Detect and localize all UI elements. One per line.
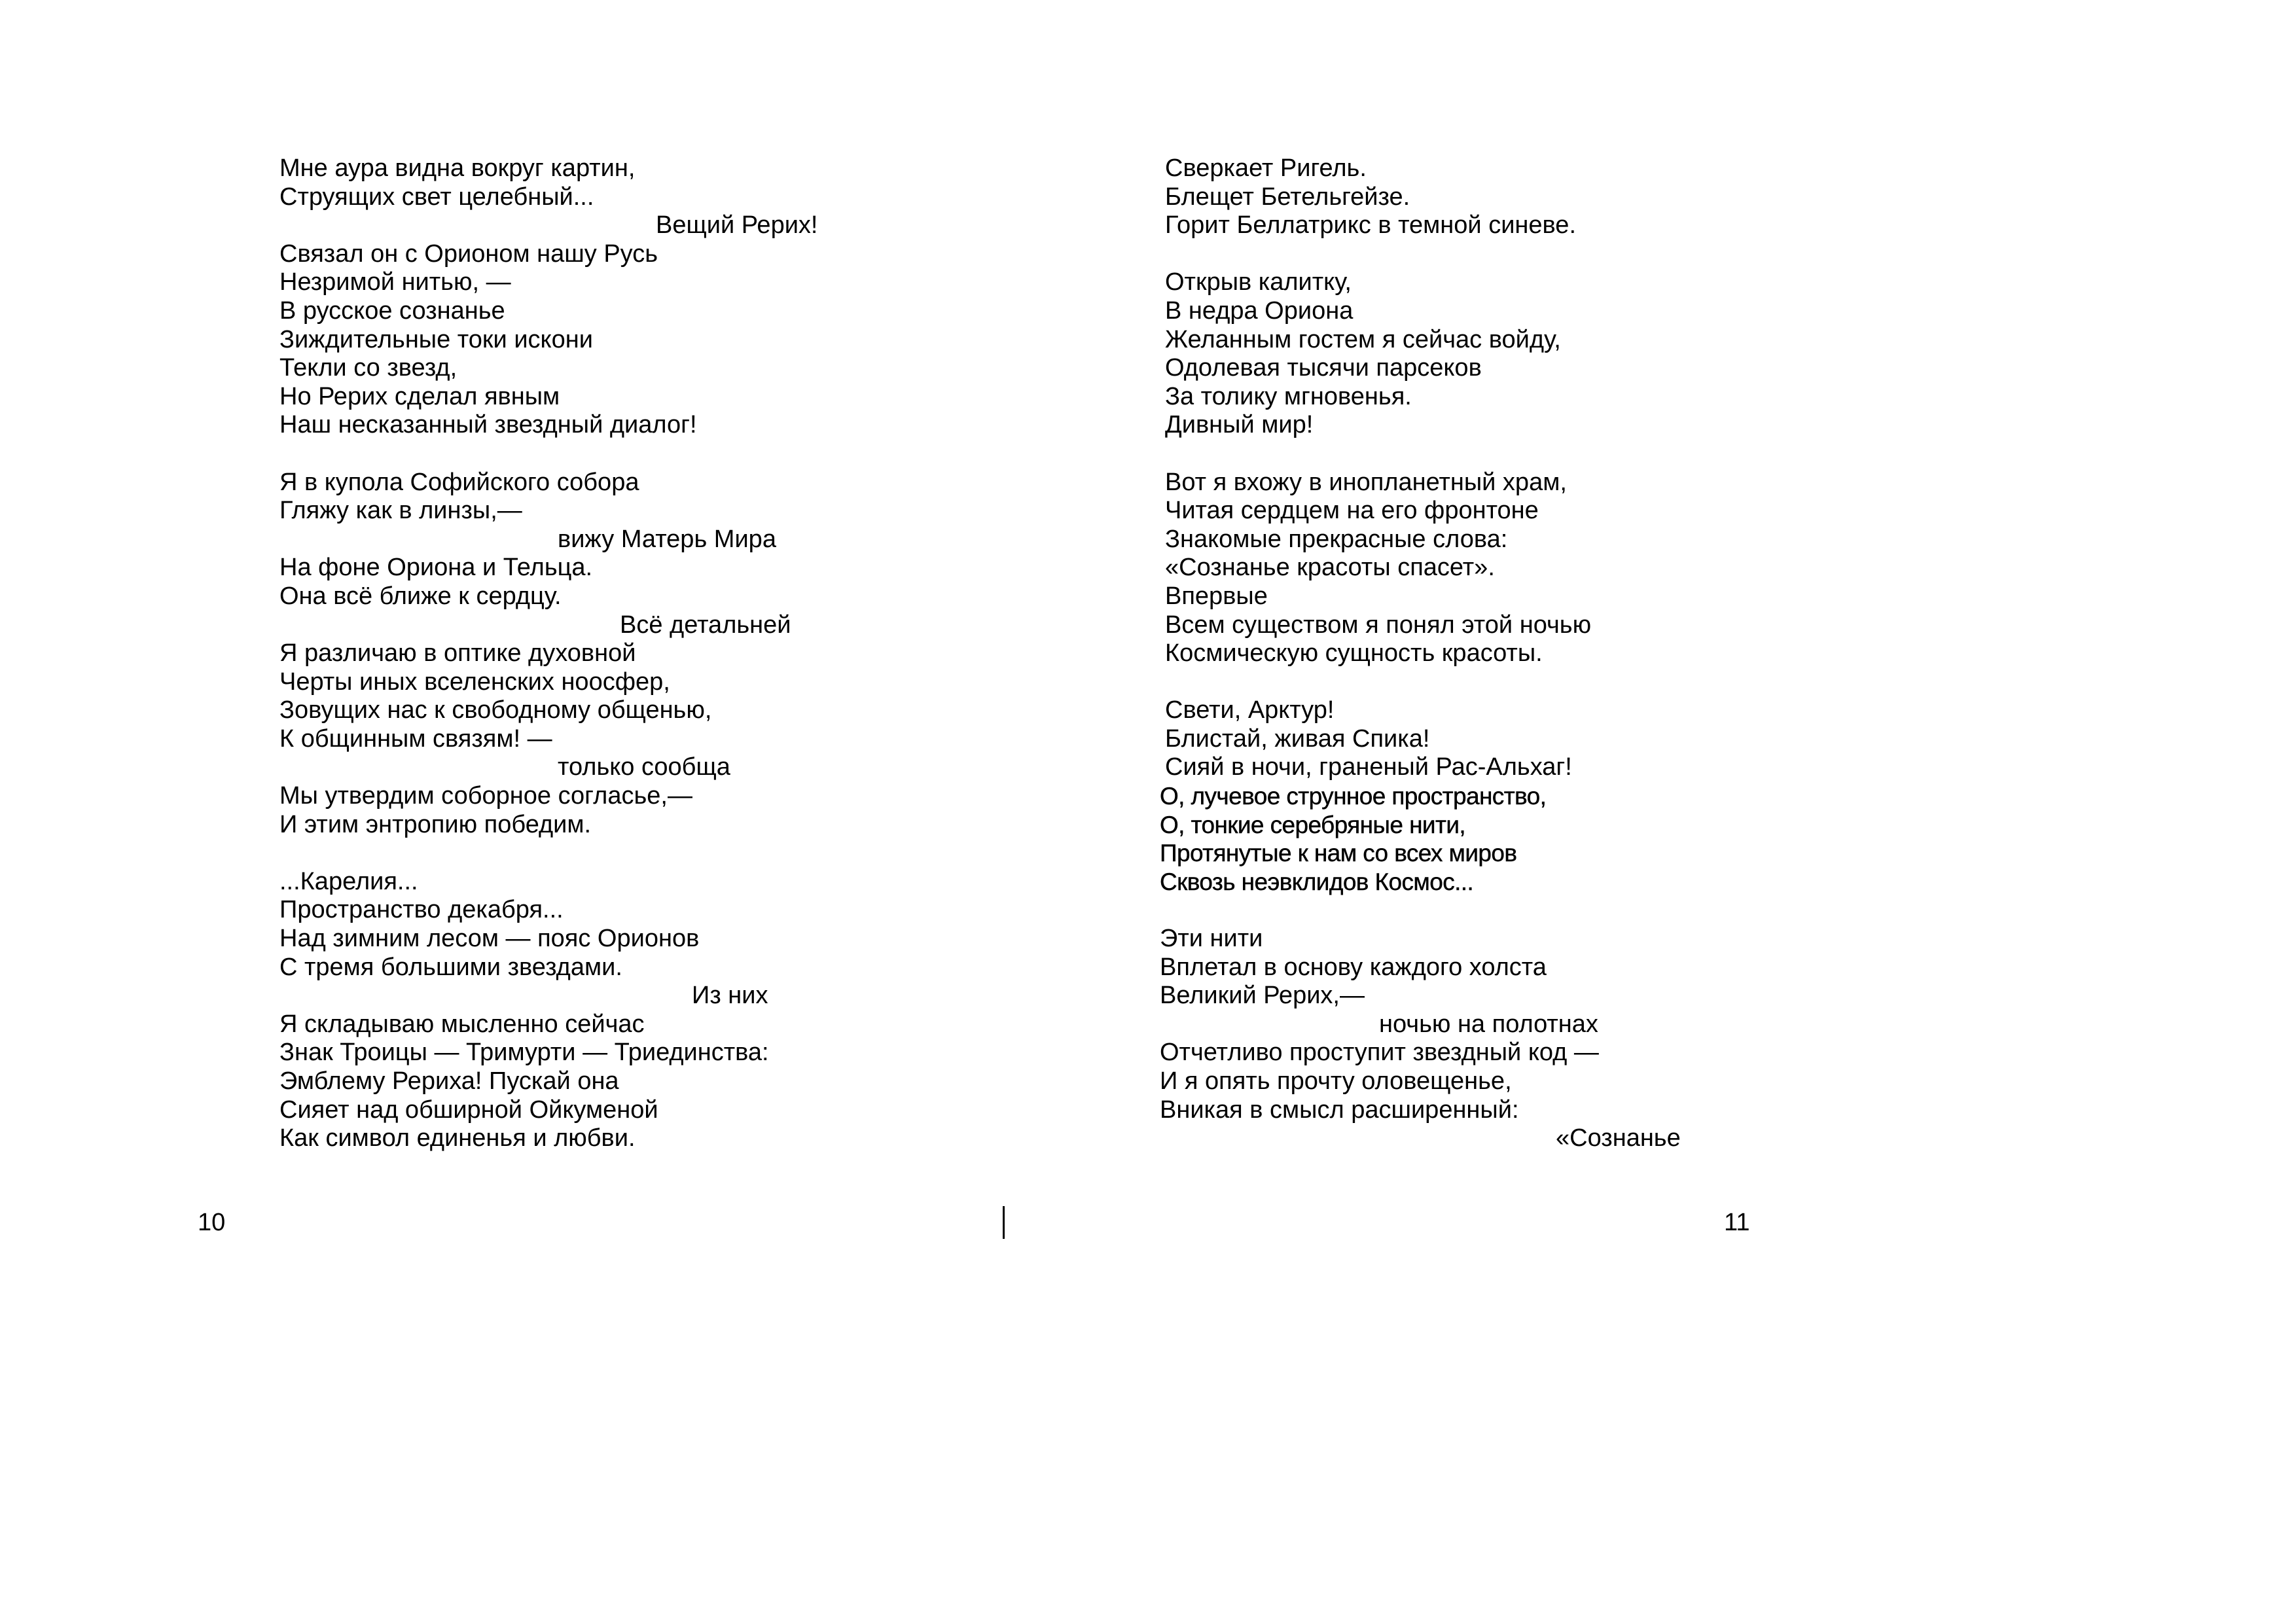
poem-line: В недра Ориона: [1165, 296, 1354, 325]
poem-line: Впервые: [1165, 582, 1268, 610]
poem-line: На фоне Ориона и Тельца.: [279, 554, 593, 582]
poem-line: Пространство декабря...: [279, 896, 564, 924]
left-page-poem: [279, 154, 934, 1153]
poem-line: Свети, Арктур!: [1165, 696, 1335, 724]
poem-line: Связал он с Орионом нашу Русь: [279, 240, 658, 268]
poem-line: Зиждительные токи искони: [279, 325, 593, 353]
poem-line: Мне аура видна вокруг картин,: [279, 154, 636, 182]
poem-line: Сверкает Ригель.: [1165, 154, 1367, 182]
poem-line: Над зимним лесом — пояс Орионов: [279, 925, 700, 953]
poem-line: Сияет над обширной Ойкуменой: [279, 1096, 658, 1124]
poem-line: Текли со звезд,: [279, 354, 457, 382]
poem-line: Желанным гостем я сейчас войду,: [1165, 325, 1561, 353]
poem-line: Блещет Бетельгейзе.: [1165, 183, 1410, 211]
stanza-break: [279, 839, 934, 868]
poem-line: За толику мгновенья.: [1165, 382, 1412, 410]
poem-line: Наш несказанный звездный диалог!: [279, 411, 697, 439]
poem-line: Зовущих нас к свободному общенью,: [279, 696, 712, 724]
poem-line: С тремя большими звездами.: [279, 953, 622, 981]
poem-line: О, лучевое струнное пространство,: [1160, 783, 1547, 810]
poem-line: Как символ единенья и любви.: [279, 1124, 636, 1152]
poem-line: Я складываю мысленно сейчас: [279, 1010, 645, 1038]
poem-line: Знак Троицы — Тримурти — Триединства:: [279, 1039, 769, 1067]
poem-line: Великий Рерих,—: [1160, 982, 1365, 1010]
poem-line: Сквозь неэвклидов Космос...: [1160, 868, 1474, 895]
poem-line: Открыв калитку,: [1165, 268, 1352, 296]
poem-line: Одолевая тысячи парсеков: [1165, 354, 1482, 382]
stanza-break: [1160, 896, 1814, 925]
page-number-right: 11: [1724, 1209, 1750, 1236]
poem-line: Она всё ближе к сердцу.: [279, 582, 562, 610]
gutter-divider: [1003, 1206, 1005, 1239]
poem-line: О, тонкие серебряные нити,: [1160, 811, 1466, 838]
poem-line: В русское сознанье: [279, 296, 505, 325]
poem-line: Сияй в ночи, граненый Рас-Альхаг!: [1165, 753, 1572, 781]
poem-line: «Сознанье: [1556, 1124, 1681, 1152]
poem-line: только сообща: [558, 753, 730, 781]
poem-line: Черты иных вселенских ноосфер,: [279, 668, 670, 696]
poem-line: Незримой нитью, —: [279, 268, 511, 296]
poem-line: вижу Матерь Мира: [558, 525, 776, 553]
poem-line: Но Рерих сделал явным: [279, 382, 560, 410]
poem-line: И этим энтропию победим.: [279, 810, 592, 838]
poem-line: Всё детальней: [620, 611, 791, 639]
poem-line: ...Карелия...: [279, 867, 418, 895]
poem-line: Читая сердцем на его фронтоне: [1165, 497, 1539, 525]
poem-line: Гляжу как в линзы,—: [279, 497, 522, 525]
poem-line: «Сознанье красоты спасет».: [1165, 554, 1495, 582]
poem-line: Из них: [692, 982, 768, 1010]
stanza-break: [1160, 668, 1814, 697]
poem-line: И я опять прочту оловещенье,: [1160, 1067, 1512, 1095]
poem-line: Всем существом я понял этой ночью: [1165, 611, 1592, 639]
poem-line: Горит Беллатрикс в темной синеве.: [1165, 211, 1577, 240]
poem-line: К общинным связям! —: [279, 724, 552, 753]
poem-line: Я в купола Софийского собора: [279, 468, 639, 496]
poem-line: Я различаю в оптике духовной: [279, 639, 636, 668]
page-number-left: 10: [198, 1209, 226, 1236]
poem-line: Эти нити: [1160, 925, 1263, 953]
poem-line: Вплетал в основу каждого холста: [1160, 953, 1547, 981]
poem-line: Струящих свет целебный...: [279, 183, 594, 211]
poem-line: Дивный мир!: [1165, 411, 1314, 439]
poem-line: Отчетливо проступит звездный код —: [1160, 1039, 1599, 1067]
poem-line: Мы утвердим соборное согласье,—: [279, 782, 692, 810]
poem-line: Вникая в смысл расширенный:: [1160, 1096, 1519, 1124]
stanza-break: [1160, 240, 1814, 269]
poem-line: Протянутые к нам со всех миров: [1160, 840, 1517, 867]
poem-line: Знакомые прекрасные слова:: [1165, 525, 1508, 553]
poem-line: ночью на полотнах: [1379, 1010, 1598, 1038]
stanza-break: [1160, 440, 1814, 469]
poem-line: Эмблему Рериха! Пускай она: [279, 1067, 619, 1095]
poem-line: Космическую сущность красоты.: [1165, 639, 1543, 668]
poem-line: Вот я вхожу в инопланетный храм,: [1165, 468, 1567, 496]
poem-line: Блистай, живая Спика!: [1165, 724, 1430, 753]
poem-line: Вещий Рерих!: [656, 211, 818, 240]
right-page-poem: [1160, 154, 1814, 1153]
stanza-break: [279, 440, 934, 469]
